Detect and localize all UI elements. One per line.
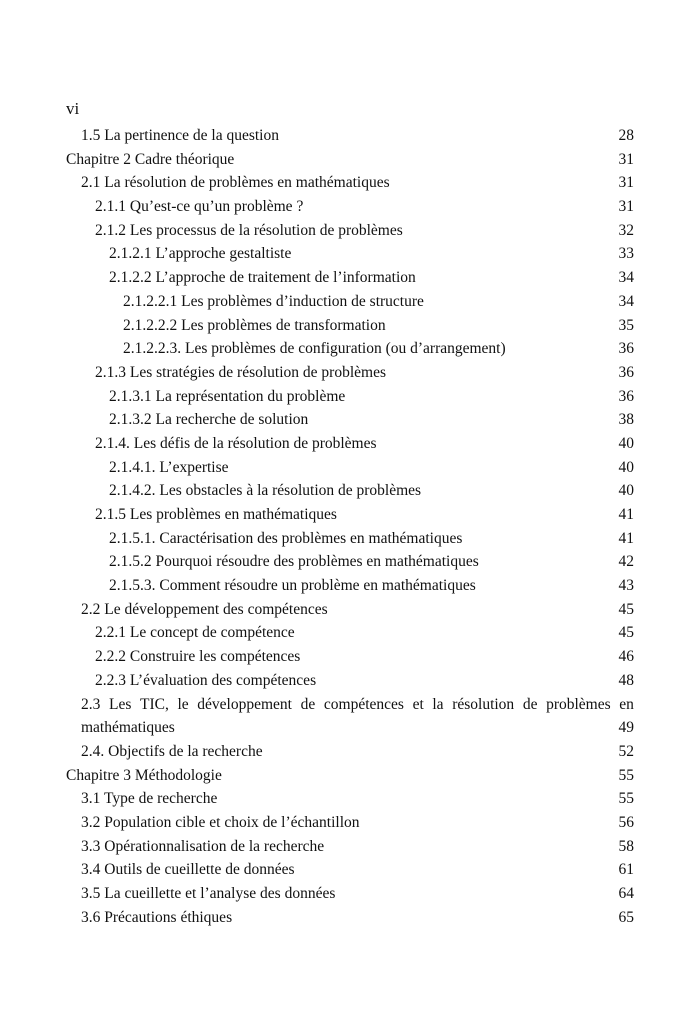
toc-entry-title: 2.1.2 Les processus de la résolution de problèmes: [95, 221, 403, 239]
toc-entry-page: 40: [618, 434, 634, 452]
toc-entry[interactable]: [66, 290, 634, 314]
toc-entry-page: 38: [618, 411, 634, 429]
toc-entry[interactable]: [66, 503, 634, 527]
toc-entry-title: 2.1.4.2. Les obstacles à la résolution de problèmes: [109, 482, 422, 500]
toc-entry[interactable]: [66, 432, 634, 456]
toc-entry[interactable]: [66, 906, 634, 930]
toc-entry-title: 2.1.2.1 L’approche gestaltiste: [109, 245, 292, 263]
toc-entry-title: 3.1 Type de recherche: [81, 790, 218, 808]
toc-entry-title: mathématiques: [81, 719, 175, 737]
toc-word: de: [300, 695, 316, 713]
toc-entry-page: 40: [618, 458, 634, 476]
toc-entry-page: 41: [618, 529, 634, 547]
toc-entry-title: 2.2.2 Construire les compétences: [95, 648, 301, 666]
toc-entry-title: 3.3 Opérationnalisation de la recherche: [81, 837, 325, 855]
toc-word: résolution: [452, 695, 515, 713]
toc-chapter-entry[interactable]: [66, 148, 634, 172]
toc-entry[interactable]: [66, 456, 634, 480]
toc-entry-page: 49: [618, 719, 634, 737]
toc-entry[interactable]: [66, 835, 634, 859]
toc-entry-page: 34: [618, 292, 634, 310]
toc-entry-page: 58: [618, 837, 634, 855]
toc-chapter-entry[interactable]: [66, 764, 634, 788]
toc-entry-page: 32: [618, 221, 634, 239]
toc-entry-title: 2.1.2.2.1 Les problèmes d’induction de structure: [123, 292, 424, 310]
toc-entry-title: 2.1.2.2.2 Les problèmes de transformation: [123, 316, 386, 334]
toc-entry-title: 2.1.3.2 La recherche de solution: [109, 411, 309, 429]
toc-word: et: [412, 695, 424, 713]
toc-entry[interactable]: [66, 314, 634, 338]
toc-word: de: [522, 695, 538, 713]
toc-entry-title: 3.6 Précautions éthiques: [81, 908, 233, 926]
toc-word: TIC,: [140, 695, 169, 713]
toc-entry-title: 2.2 Le développement des compétences: [81, 600, 328, 618]
toc-entry-title: 3.2 Population cible et choix de l’échantillon: [81, 813, 360, 831]
toc-entry[interactable]: [66, 882, 634, 906]
toc-entry[interactable]: [66, 740, 634, 764]
toc-entry-title: 2.2.3 L’évaluation des compétences: [95, 671, 317, 689]
table-of-contents: [66, 124, 634, 929]
toc-entry-page: 31: [618, 174, 634, 192]
toc-word: la: [432, 695, 444, 713]
toc-entry-title: 2.1.4.1. L’expertise: [109, 458, 229, 476]
toc-word: en: [619, 695, 634, 713]
toc-entry-page: 45: [618, 600, 634, 618]
toc-entry-page: 40: [618, 482, 634, 500]
toc-entry-page: 65: [618, 908, 634, 926]
toc-entry-title: 2.1.5.2 Pourquoi résoudre des problèmes en mathématiques: [109, 553, 479, 571]
toc-entry-page: 56: [618, 813, 634, 831]
toc-entry[interactable]: [66, 385, 634, 409]
toc-entry-page: 35: [618, 316, 634, 334]
toc-entry[interactable]: [66, 195, 634, 219]
toc-entry-wrapped[interactable]: [66, 693, 634, 740]
toc-entry-title: 2.2.1 Le concept de compétence: [95, 624, 295, 642]
toc-entry-title: 2.1.3 Les stratégies de résolution de problèmes: [95, 363, 386, 381]
toc-entry-page: 52: [618, 742, 634, 760]
toc-entry-title: Chapitre 3 Méthodologie: [66, 766, 222, 784]
toc-entry-title: 3.5 La cueillette et l’analyse des données: [81, 885, 336, 902]
toc-entry[interactable]: [66, 787, 634, 811]
toc-word: problèmes: [546, 695, 611, 713]
toc-entry[interactable]: [66, 337, 634, 361]
toc-entry-title: 2.1.4. Les défis de la résolution de problèmes: [95, 434, 377, 452]
toc-entry[interactable]: [66, 669, 634, 693]
toc-entry[interactable]: [66, 621, 634, 645]
toc-entry-title: 2.1.5.1. Caractérisation des problèmes en mathématiques: [109, 529, 463, 547]
toc-entry-title: 2.1.5 Les problèmes en mathématiques: [95, 506, 337, 523]
toc-entry[interactable]: [66, 219, 634, 243]
page-number: vi: [66, 99, 80, 118]
toc-entry[interactable]: [66, 479, 634, 503]
toc-entry-title-line1: [81, 693, 634, 717]
toc-entry[interactable]: [66, 858, 634, 882]
toc-entry-page: 31: [618, 198, 634, 216]
toc-entry[interactable]: [66, 574, 634, 598]
toc-word: le: [177, 695, 189, 713]
toc-entry-page: 64: [618, 885, 634, 902]
toc-entry[interactable]: [66, 598, 634, 622]
toc-word: Les: [109, 695, 132, 713]
toc-entry-page: 55: [618, 766, 634, 784]
toc-word: 2.3: [81, 695, 101, 713]
toc-entry-page: 55: [618, 790, 634, 808]
toc-entry-page: 36: [618, 363, 634, 381]
toc-entry-title: Chapitre 2 Cadre théorique: [66, 150, 235, 168]
toc-entry-page: 34: [618, 269, 634, 287]
toc-entry-page: 61: [618, 861, 634, 879]
toc-word: compétences: [323, 695, 404, 713]
toc-entry-page: 48: [618, 671, 634, 689]
toc-entry-title: 2.1.2.2.3. Les problèmes de configuration (ou d’arrangement): [123, 340, 506, 358]
toc-entry-title: 2.1.3.1 La représentation du problème: [109, 387, 346, 405]
toc-entry[interactable]: [66, 266, 634, 290]
toc-word: développement: [197, 695, 292, 713]
toc-entry[interactable]: [66, 361, 634, 385]
toc-entry-title: 2.1 La résolution de problèmes en mathématiques: [81, 174, 390, 192]
toc-entry-page: 36: [618, 387, 634, 405]
toc-entry-title: 2.1.2.2 L’approche de traitement de l’information: [109, 269, 416, 287]
toc-entry-page: 46: [618, 648, 634, 666]
toc-entry[interactable]: [66, 242, 634, 266]
toc-entry-title: 2.1.5.3. Comment résoudre un problème en mathématiques: [109, 577, 476, 595]
toc-entry[interactable]: [66, 124, 634, 148]
toc-entry-page: 28: [618, 127, 634, 144]
toc-entry-page: 41: [618, 506, 634, 523]
toc-entry-page: 42: [618, 553, 634, 571]
toc-entry[interactable]: [66, 171, 634, 195]
toc-entry-title: 2.1.1 Qu’est-ce qu’un problème ?: [95, 198, 304, 216]
toc-entry-page: 36: [618, 340, 634, 358]
toc-entry-page: 33: [618, 245, 634, 263]
toc-entry-page: 31: [618, 150, 634, 168]
toc-entry[interactable]: [66, 645, 634, 669]
toc-entry-title: 1.5 La pertinence de la question: [81, 127, 279, 144]
toc-entry-title-line2: [81, 716, 634, 740]
toc-entry-page: 45: [618, 624, 634, 642]
toc-entry[interactable]: [66, 550, 634, 574]
toc-entry-title: 3.4 Outils de cueillette de données: [81, 861, 295, 879]
toc-entry[interactable]: [66, 408, 634, 432]
toc-entry-page: 43: [618, 577, 634, 595]
toc-entry-title: 2.4. Objectifs de la recherche: [81, 742, 263, 760]
toc-entry[interactable]: [66, 527, 634, 551]
toc-entry[interactable]: [66, 811, 634, 835]
